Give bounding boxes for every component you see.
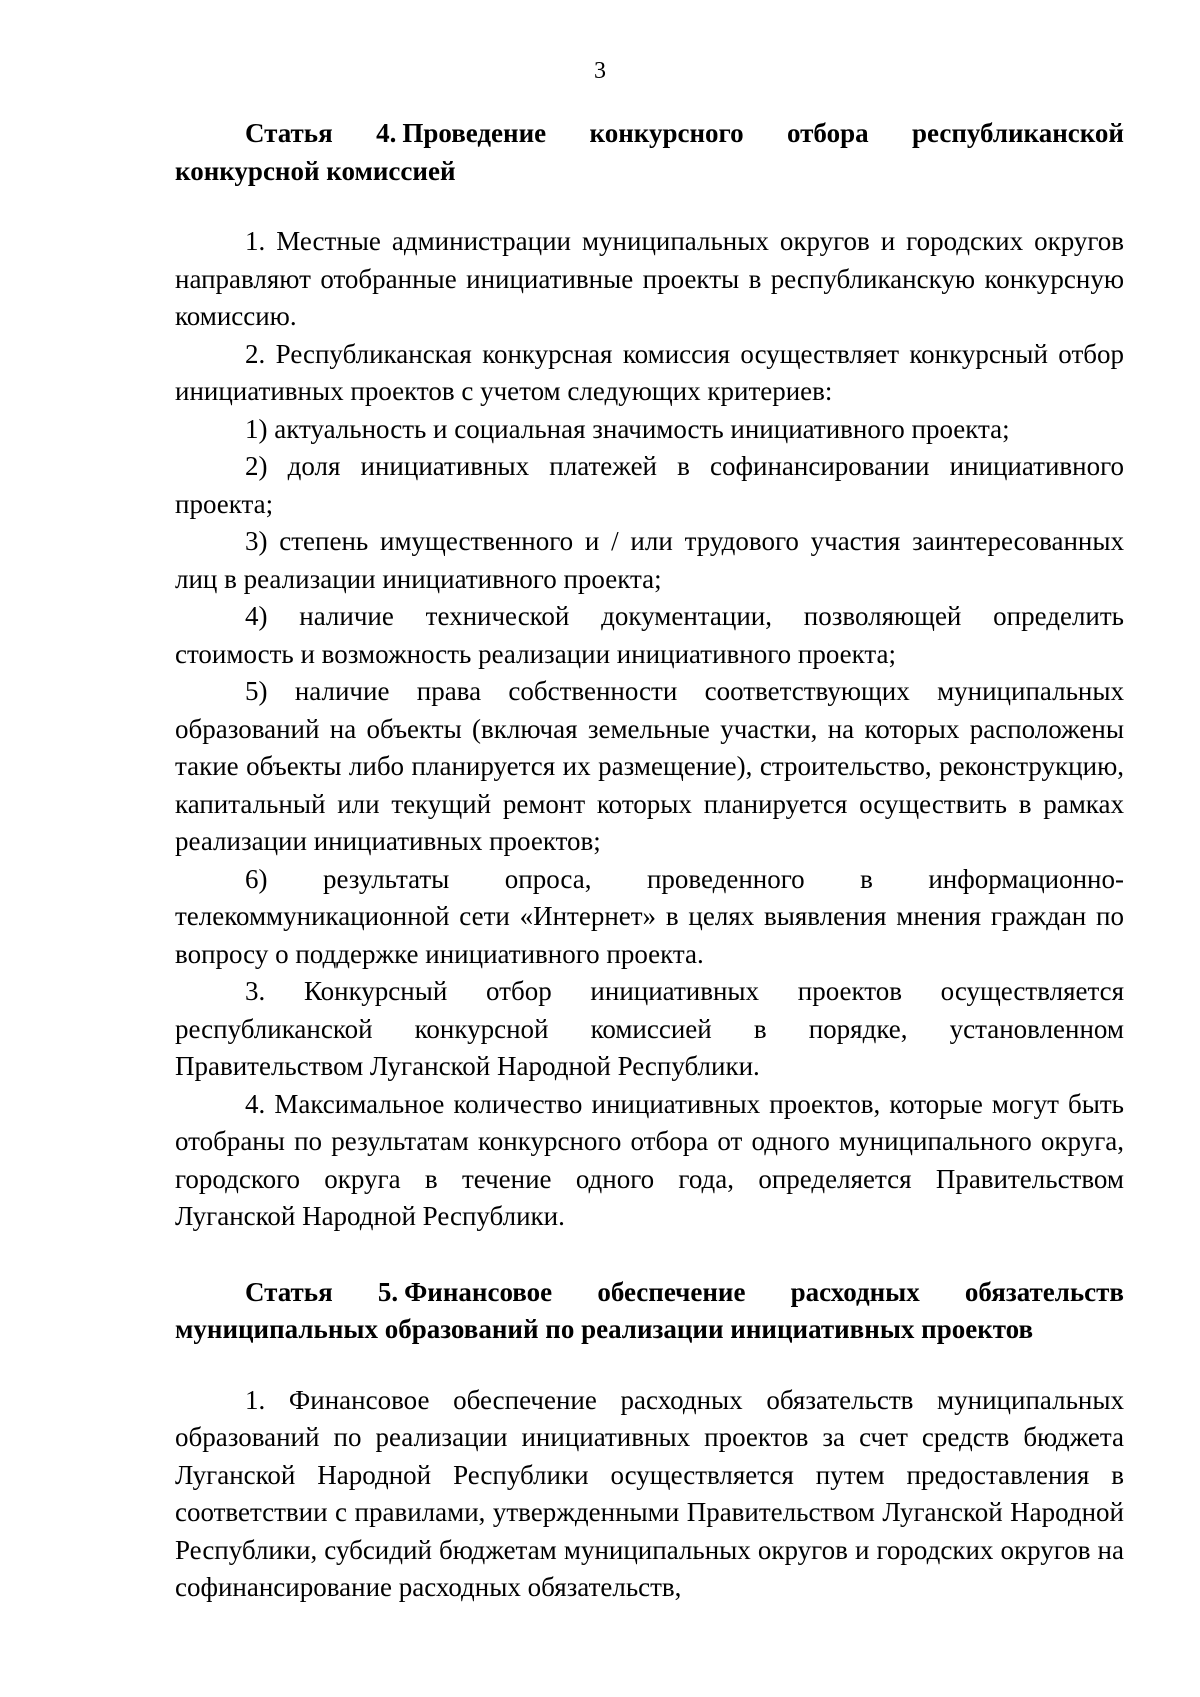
article-4-criterion: 3) степень имущественного и / или трудового участия заинтересованных лиц в реализации инициативного проекта; [175,526,1124,594]
article-5-label: Статья 5. [245,1276,399,1307]
article-4-paragraph: 2. Республиканская конкурсная комиссия осуществляет конкурсный отбор инициативных проектов с учетом следующих критериев: [175,338,1124,406]
article-5-heading [175,1274,1124,1349]
article-5-title: Финансовое обеспечение расходных обязательств муниципальных образований по реализации инициативных проектов [175,1276,1125,1344]
article-5-paragraph: 1. Финансовое обеспечение расходных обязательств муниципальных образований по реализации инициативных проектов за счет средств бюджета Луганской Народной Республики осуществляется путем предоставления в соответствии с правилами, утвержденными Правительством Луганской Народной Республики, субсидий бюджетам муниципальных округов и городских округов на софинансирование расходных обязательств, [175,1384,1124,1602]
document-body [175,115,1124,1607]
article-4-criterion: 2) доля инициативных платежей в софинансировании инициативного проекта; [175,451,1124,519]
article-4-criterion: 5) наличие права собственности соответствующих муниципальных образований на объекты (включая земельные участки, на которых расположены такие объекты либо планируется их размещение), строительство, реконструкцию, капитальный или текущий ремонт которых планируется осуществить в рамках реализации инициативных проектов; [175,676,1124,856]
spacer [175,1349,1124,1382]
article-4-criterion: 4) наличие технической документации, позволяющей определить стоимость и возможность реализации инициативного проекта; [175,601,1124,669]
article-4-paragraph: 3. Конкурсный отбор инициативных проектов осуществляется республиканской конкурсной комиссией в порядке, установленном Правительством Луганской Народной Республики. [175,976,1124,1081]
article-4-paragraph: 1. Местные администрации муниципальных округов и городских округов направляют отобранные инициативные проекты в республиканскую конкурсную комиссию. [175,226,1124,331]
spacer [175,190,1124,223]
article-4-heading [175,115,1124,190]
article-4-paragraph: 4. Максимальное количество инициативных проектов, которые могут быть отобраны по результатам конкурсного отбора от одного муниципального округа, городского округа в течение одного года, определяется Правительством Луганской Народной Республики. [175,1088,1124,1231]
spacer [175,1236,1124,1274]
article-4-criterion: 6) результаты опроса, проведенного в информационно-телекоммуникационной сети «Интернет» в целях выявления мнения граждан по вопросу о поддержке инициативного проекта. [175,863,1124,969]
article-4-title: Проведение конкурсного отбора республиканской конкурсной комиссией [175,118,1124,186]
article-4-label: Статья 4. [245,118,397,148]
page-number: 3 [594,58,606,84]
article-4-criterion: 1) актуальность и социальная значимость инициативного проекта; [245,413,1010,444]
